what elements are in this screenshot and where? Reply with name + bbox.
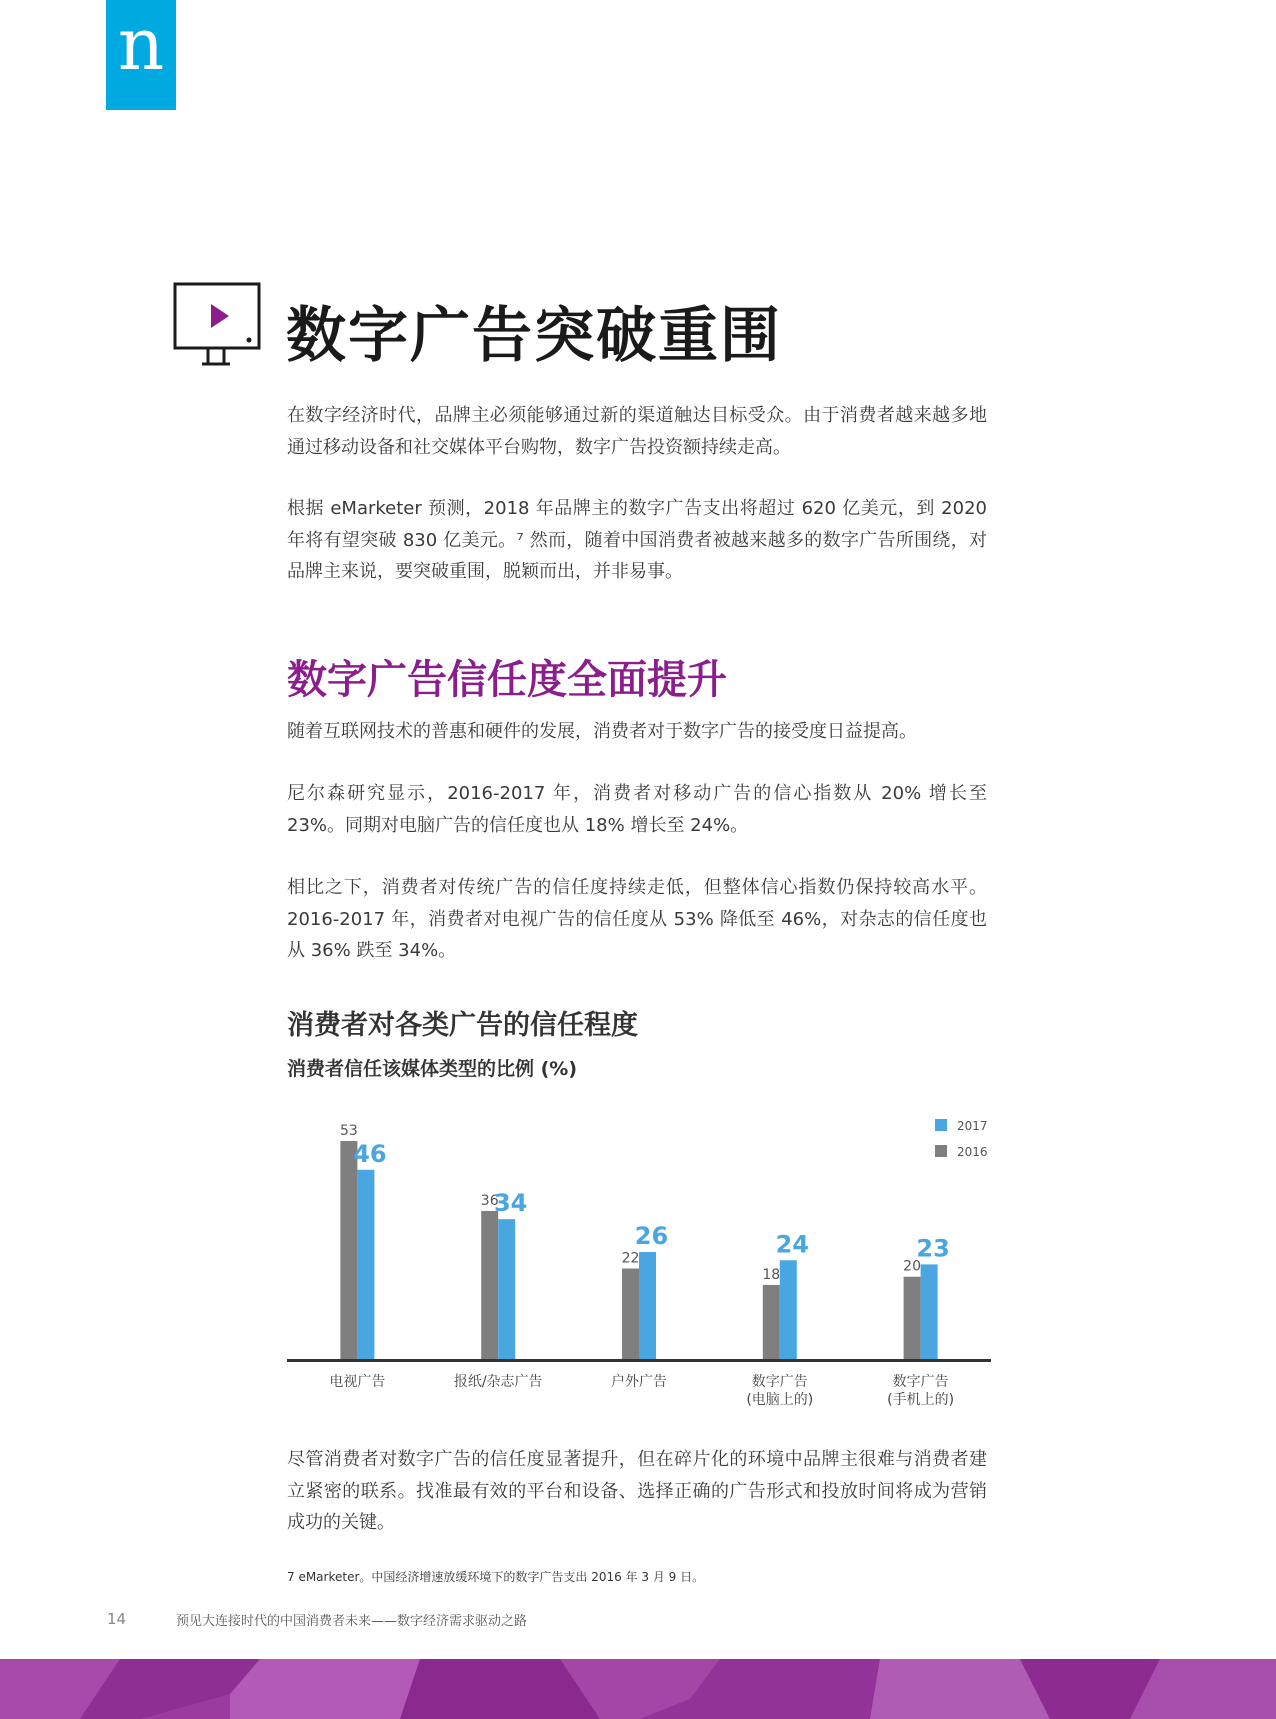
- bar-2017-3: [780, 1260, 797, 1359]
- category-label-4-0: 数字广告: [892, 1374, 949, 1390]
- data-label-2017-4: 23: [916, 1234, 950, 1263]
- bar-2016-0: [340, 1141, 357, 1359]
- brand-logo: [106, 0, 176, 110]
- data-label-2016-0: 53: [339, 1123, 358, 1139]
- footnote: 7 eMarketer。中国经济增速放缓环境下的数字广告支出 2016 年 3 月 9 日。: [287, 1570, 705, 1584]
- tv-play-icon: [173, 282, 263, 368]
- legend-label-2016: 2016: [957, 1145, 988, 1159]
- chart-subtitle: 消费者信任该媒体类型的比例 (%): [287, 1058, 578, 1080]
- intro-text-2: 根据 eMarketer 预测，2018 年品牌主的数字广告支出将超过 620 亿美元，到 2020 年将有望突破 830 亿美元。⁷ 然而，随着中国消费者被越来越多的数字广告所围绕，对品牌主来说，要突破重围，脱颖而出，并非易事。: [287, 498, 987, 582]
- section-paragraph-2: [287, 778, 987, 841]
- bar-2017-4: [921, 1264, 938, 1359]
- legend-swatch-2017: [935, 1119, 947, 1131]
- footer-title: 预见大连接时代的中国消费者未来——数字经济需求驱动之路: [176, 1614, 528, 1629]
- data-label-2016-1: 36: [480, 1192, 499, 1209]
- section-title-wrap: [287, 648, 987, 705]
- page-heading: 数字广告突破重围: [286, 301, 782, 371]
- footnote-wrap: [287, 1568, 987, 1585]
- section-title: 数字广告信任度全面提升: [287, 657, 727, 703]
- data-label-2016-4: 20: [903, 1258, 922, 1275]
- category-label-3-0: 数字广告: [751, 1374, 808, 1390]
- bar-2016-1: [481, 1211, 498, 1359]
- category-label-4-1: (手机上的): [887, 1392, 955, 1408]
- closing-paragraph: [287, 1444, 987, 1539]
- section-paragraph-3: [287, 872, 987, 967]
- legend-swatch-2016: [935, 1145, 947, 1157]
- category-label-2-0: 户外广告: [611, 1374, 667, 1390]
- section-text-1: 随着互联网技术的普惠和硬件的发展，消费者对于数字广告的接受度日益提高。: [287, 721, 917, 742]
- data-label-2016-2: 22: [621, 1250, 640, 1267]
- data-label-2016-3: 18: [762, 1266, 781, 1283]
- intro-text-1: 在数字经济时代，品牌主必须能够通过新的渠道触达目标受众。由于消费者越来越多地通过移动设备和社交媒体平台购物，数字广告投资额持续走高。: [287, 405, 987, 458]
- data-label-2017-1: 34: [493, 1189, 528, 1218]
- category-label-0-0: 电视广告: [329, 1374, 386, 1390]
- logo-letter: n: [117, 2, 165, 86]
- chart-subtitle-wrap: [287, 1054, 987, 1081]
- bar-2017-1: [498, 1219, 515, 1359]
- decorative-footer-band: [0, 1659, 1276, 1719]
- bar-2016-4: [904, 1277, 921, 1359]
- category-label-1-0: 报纸/杂志广告: [453, 1374, 543, 1390]
- section-text-3: 相比之下，消费者对传统广告的信任度持续走低，但整体信心指数仍保持较高水平。2016-2017 年，消费者对电视广告的信任度从 53% 降低至 46%，对杂志的信任度也从 36% 跌至 34%。: [287, 877, 987, 961]
- legend-label-2017: 2017: [957, 1119, 988, 1133]
- data-label-2017-2: 26: [634, 1222, 669, 1251]
- bar-2017-0: [357, 1170, 374, 1359]
- section-paragraph-1: [287, 716, 987, 748]
- section-text-2: 尼尔森研究显示，2016-2017 年，消费者对移动广告的信心指数从 20% 增长至 23%。同期对电脑广告的信任度也从 18% 增长至 24%。: [287, 783, 987, 836]
- data-label-2017-3: 24: [775, 1230, 810, 1259]
- bar-2016-2: [622, 1269, 639, 1359]
- trust-bar-chart: [287, 1100, 991, 1410]
- intro-paragraph-1: [287, 400, 987, 463]
- page-number: 14: [107, 1610, 127, 1628]
- chart-title-wrap: [287, 1003, 987, 1042]
- intro-paragraph-2: [287, 493, 987, 588]
- bar-2016-3: [763, 1285, 780, 1359]
- closing-text: 尽管消费者对数字广告的信任度显著提升，但在碎片化的环境中品牌主很难与消费者建立紧密的联系。找准最有效的平台和设备、选择正确的广告形式和投放时间将成为营销成功的关键。: [287, 1449, 987, 1533]
- data-label-2017-0: 46: [353, 1139, 387, 1168]
- chart-title: 消费者对各类广告的信任程度: [287, 1010, 638, 1041]
- category-label-3-1: (电脑上的): [746, 1392, 814, 1408]
- bar-2017-2: [639, 1252, 656, 1359]
